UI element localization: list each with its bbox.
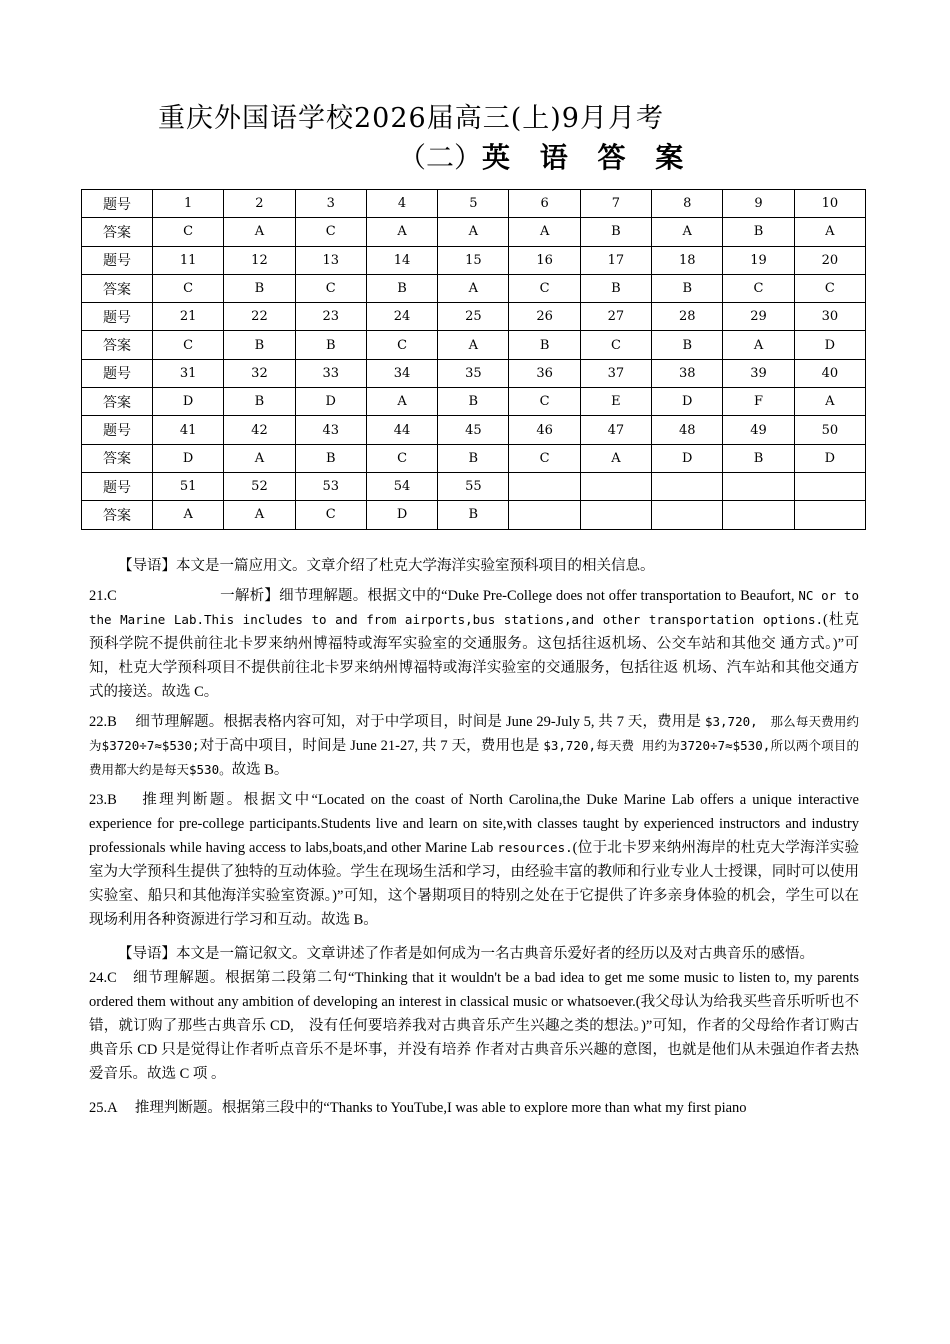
answer-table-cell: [509, 501, 580, 529]
answer-table-cell: 1: [153, 190, 224, 218]
answer-table-cell: A: [723, 331, 794, 359]
answer-table-cell: C: [295, 218, 366, 246]
answer-table-cell: D: [295, 388, 366, 416]
answer-table-row: [82, 274, 866, 302]
answer-table-cell: [723, 472, 794, 500]
answer-table-cell: 43: [295, 416, 366, 444]
answer-table-cell: 21: [153, 303, 224, 331]
answer-table-cell: 8: [652, 190, 723, 218]
answer-table-cell: A: [224, 444, 295, 472]
answer-table-cell: A: [224, 501, 295, 529]
answer-table-cell: B: [652, 331, 723, 359]
row-label: 答案: [82, 274, 153, 302]
answer-table-cell: 28: [652, 303, 723, 331]
row-label: 题号: [82, 472, 153, 500]
answer-table-cell: 7: [580, 190, 651, 218]
row-label: 答案: [82, 501, 153, 529]
answer-table-cell: 15: [438, 246, 509, 274]
answer-table-cell: 22: [224, 303, 295, 331]
answer-table-cell: 52: [224, 472, 295, 500]
answer-table-cell: C: [295, 501, 366, 529]
answer-table-cell: D: [366, 501, 437, 529]
row-label: 答案: [82, 331, 153, 359]
answer-table-cell: 5: [438, 190, 509, 218]
row-label: 题号: [82, 303, 153, 331]
answer-table-cell: 20: [794, 246, 865, 274]
answer-table-cell: 14: [366, 246, 437, 274]
answer-table-cell: D: [652, 388, 723, 416]
answer-table-cell: [652, 501, 723, 529]
answer-table-cell: B: [652, 274, 723, 302]
answer-table-cell: 48: [652, 416, 723, 444]
answer-table-cell: 40: [794, 359, 865, 387]
intro-passage-a: 【导语】本文是一篇应用文。文章介绍了杜克大学海洋实验室预科项目的相关信息。: [118, 558, 655, 574]
answer-table-cell: 46: [509, 416, 580, 444]
answer-table-cell: [509, 472, 580, 500]
answer-table-cell: B: [224, 274, 295, 302]
answer-table-cell: B: [723, 218, 794, 246]
answer-table-cell: B: [295, 444, 366, 472]
row-label: 题号: [82, 416, 153, 444]
answer-table-cell: A: [794, 218, 865, 246]
answer-table-cell: 32: [224, 359, 295, 387]
answer-table-cell: 41: [153, 416, 224, 444]
answer-table-cell: D: [652, 444, 723, 472]
answer-table-cell: D: [153, 388, 224, 416]
answer-table-cell: [652, 472, 723, 500]
answer-table-cell: 13: [295, 246, 366, 274]
answer-table-cell: [580, 501, 651, 529]
answer-table-cell: 34: [366, 359, 437, 387]
answer-table-row: [82, 246, 866, 274]
passage-a-analysis: [89, 554, 859, 1120]
answer-table-cell: A: [153, 501, 224, 529]
answer-table-cell: 10: [794, 190, 865, 218]
answer-table-cell: A: [509, 218, 580, 246]
answer-table-cell: B: [438, 444, 509, 472]
row-label: 答案: [82, 444, 153, 472]
answer-table-cell: 11: [153, 246, 224, 274]
answer-table-cell: C: [153, 274, 224, 302]
answer-table-cell: D: [794, 331, 865, 359]
answer-table-cell: B: [509, 331, 580, 359]
answer-table-cell: 47: [580, 416, 651, 444]
answer-table-cell: 37: [580, 359, 651, 387]
answer-table-cell: [580, 472, 651, 500]
answer-table-cell: B: [438, 388, 509, 416]
answer-table-row: [82, 388, 866, 416]
answer-table-row: [82, 444, 866, 472]
answer-table-cell: 38: [652, 359, 723, 387]
answer-table-cell: [794, 472, 865, 500]
answer-table-cell: 4: [366, 190, 437, 218]
answer-table-cell: F: [723, 388, 794, 416]
answer-table-cell: C: [794, 274, 865, 302]
row-label: 题号: [82, 359, 153, 387]
answer-table-row: [82, 303, 866, 331]
answer-table-cell: C: [153, 331, 224, 359]
row-label: 题号: [82, 190, 153, 218]
row-label: 答案: [82, 218, 153, 246]
q24-explanation: 24.C 细节理解题。根据第二段第二句“Thinking that it wouldn't be a bad idea to get me some music to listen to, my parents ordered them without any ambition of developing an interest in classical music or whatsoever.(我父母认为给我买些音乐听听也不错，就订购了那些古典音乐 CD, 没有任何要培养我对古典音乐产生兴趣之类的想法。)”可知，作者的父母给作者订购古典音乐 CD 只是觉得让作者听点音乐不是坏事，并没有培养 作者对古典音乐兴趣的意图，也就是他们从未强迫作者去热爱音乐。故选 C 项 。: [89, 970, 859, 1082]
answer-table-cell: 25: [438, 303, 509, 331]
answer-table-cell: 44: [366, 416, 437, 444]
answer-table-row: [82, 218, 866, 246]
answer-table-cell: A: [438, 274, 509, 302]
answer-table-cell: 49: [723, 416, 794, 444]
answer-table-cell: 6: [509, 190, 580, 218]
answer-table-cell: 29: [723, 303, 794, 331]
answer-table-cell: 16: [509, 246, 580, 274]
answer-table-row: [82, 501, 866, 529]
answer-table-cell: C: [509, 274, 580, 302]
answer-table-row: [82, 472, 866, 500]
answer-table-cell: 23: [295, 303, 366, 331]
answer-table-cell: 9: [723, 190, 794, 218]
intro-passage-b: 【导语】本文是一篇记叙文。文章讲述了作者是如何成为一名古典音乐爱好者的经历以及对古典音乐的感悟。: [118, 946, 814, 962]
answer-table-cell: C: [580, 331, 651, 359]
answer-table-cell: C: [366, 331, 437, 359]
answer-table-cell: C: [723, 274, 794, 302]
title-line-2: （二）英 语 答 案: [398, 141, 694, 174]
q25-explanation: 25.A 推理判断题。根据第三段中的“Thanks to YouTube,I was able to explore more than what my first piano: [89, 1100, 747, 1116]
answer-table-cell: [794, 501, 865, 529]
answer-table-cell: 45: [438, 416, 509, 444]
answer-table-cell: 17: [580, 246, 651, 274]
answer-table-cell: C: [366, 444, 437, 472]
answer-table-cell: B: [580, 218, 651, 246]
answer-table-cell: A: [652, 218, 723, 246]
answer-table-cell: A: [794, 388, 865, 416]
answer-table-cell: A: [366, 218, 437, 246]
answer-table-cell: 30: [794, 303, 865, 331]
answer-table-cell: B: [366, 274, 437, 302]
answer-table-row: [82, 416, 866, 444]
q23-explanation: 23.B 推理判断题。根据文中“Located on the coast of North Carolina,the Duke Marine Lab offers a unique interactive experience for pre-college participants.Students live and learn on site,with classes taught by experienced instructors and industry professionals while having access to labs,boats,and other Marine Lab resources.(位于北卡罗来纳州海岸的杜克大学海洋实验室为大学预科生提供了独特的互动体验。学生在现场生活和学习，由经验丰富的教师和行业专业人士授课，同时可以使用实验室、船只和其他海洋实验室资源。)”可知，这个暑期项目的特别之处在于它提供了许多亲身体验的机会，学生可以在现场利用各种资源进行学习和互动。故选 B。: [89, 792, 860, 928]
answer-table-cell: 19: [723, 246, 794, 274]
answer-table-cell: 3: [295, 190, 366, 218]
answer-table-cell: 33: [295, 359, 366, 387]
answer-table-cell: 42: [224, 416, 295, 444]
answer-table-cell: D: [153, 444, 224, 472]
answer-table-cell: A: [438, 331, 509, 359]
answer-table-cell: C: [153, 218, 224, 246]
answer-table-row: [82, 190, 866, 218]
answer-table-cell: 12: [224, 246, 295, 274]
answer-table-cell: C: [509, 444, 580, 472]
answer-table-cell: C: [509, 388, 580, 416]
answer-table-row: [82, 359, 866, 387]
answer-table-cell: 31: [153, 359, 224, 387]
answer-table-cell: 53: [295, 472, 366, 500]
answer-table-cell: C: [295, 274, 366, 302]
q21-explanation: 21.C 一解析】细节理解题。根据文中的“Duke Pre-College does not offer transportation to Beaufort, NC or to the Marine Lab.This includes to and from airports,bus stations,and other transportation options.(杜克 预科学院不提供前往北卡罗来纳州博福特或海军实验室的交通服务。这包括往返机场、公交车站和其他交 通方式。)”可知，杜克大学预科项目不提供前往北卡罗来纳州博福特或海洋实验室的交通服务，包括往返 机场、汽车站和其他交通方式的接送。故选 C。: [89, 588, 859, 700]
answer-table-cell: D: [794, 444, 865, 472]
answer-table-cell: A: [366, 388, 437, 416]
answer-table-cell: 26: [509, 303, 580, 331]
answer-table-cell: 54: [366, 472, 437, 500]
answer-table-cell: B: [438, 501, 509, 529]
answer-table-cell: E: [580, 388, 651, 416]
answer-table-cell: B: [580, 274, 651, 302]
answer-table-cell: B: [295, 331, 366, 359]
q22-explanation: 22.B 细节理解题。根据表格内容可知，对于中学项目，时间是 June 29-July 5, 共 7 天，费用是 $3,720, 那么每天费用约为$3720÷7≈$530;对于高中项目，时间是 June 21-27, 共 7 天，费用也是 $3,720,每天费 用约为3720÷7≈$530,所以两个项目的费用都大约是每天$530。故选 B。: [89, 714, 860, 778]
answer-table-row: [82, 331, 866, 359]
answer-table: [81, 189, 866, 530]
row-label: 题号: [82, 246, 153, 274]
answer-table-cell: 35: [438, 359, 509, 387]
row-label: 答案: [82, 388, 153, 416]
answer-table-cell: 24: [366, 303, 437, 331]
answer-table-cell: B: [224, 388, 295, 416]
answer-table-cell: A: [580, 444, 651, 472]
answer-table-cell: A: [224, 218, 295, 246]
answer-table-cell: 50: [794, 416, 865, 444]
answer-table-cell: 27: [580, 303, 651, 331]
answer-table-cell: 55: [438, 472, 509, 500]
answer-table-cell: 51: [153, 472, 224, 500]
answer-table-cell: [723, 501, 794, 529]
answer-table-cell: 39: [723, 359, 794, 387]
answer-table-cell: 18: [652, 246, 723, 274]
answer-table-cell: 2: [224, 190, 295, 218]
answer-table-cell: B: [224, 331, 295, 359]
answer-table-cell: B: [723, 444, 794, 472]
answer-table-cell: 36: [509, 359, 580, 387]
answer-table-cell: A: [438, 218, 509, 246]
